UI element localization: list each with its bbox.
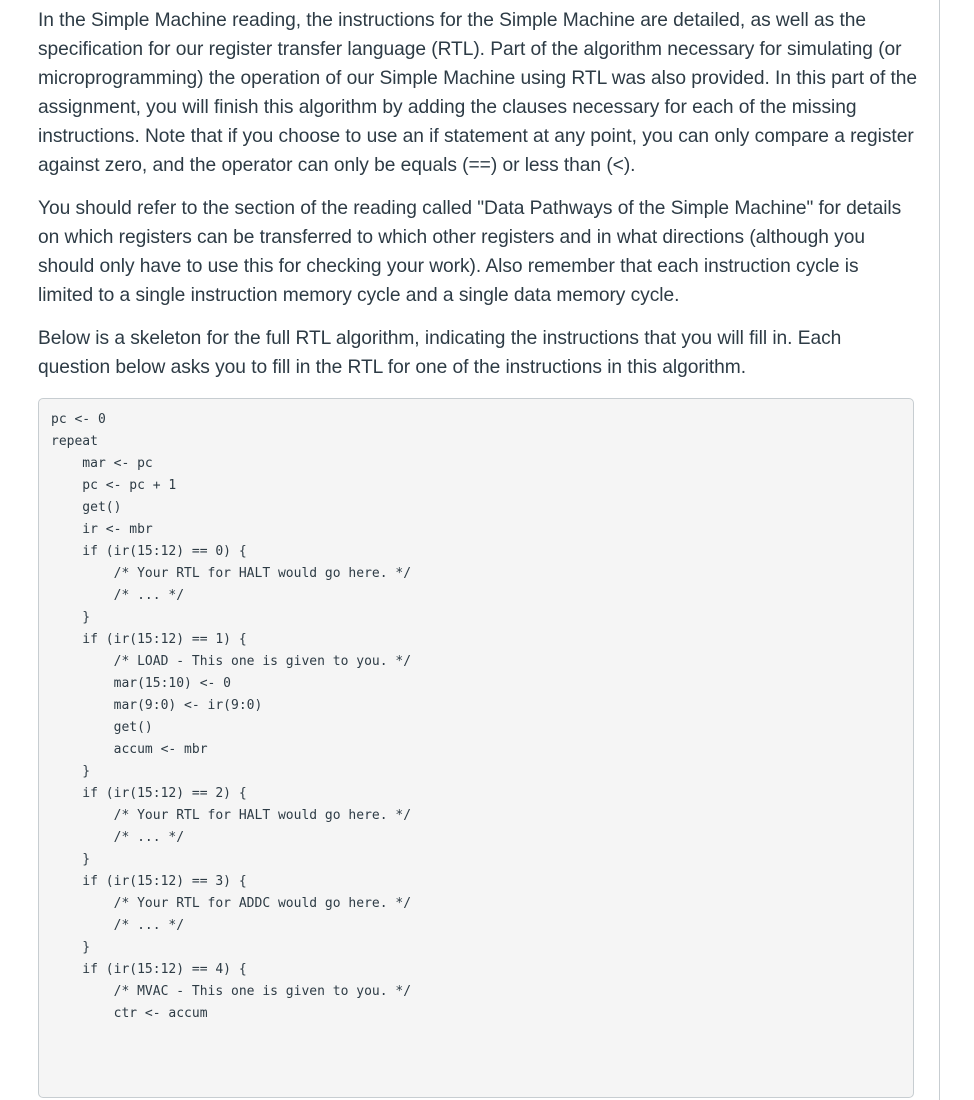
code-line: /* Your RTL for ADDC would go here. */ — [51, 896, 412, 911]
code-line: /* Your RTL for HALT would go here. */ — [51, 566, 412, 581]
code-line: if (ir(15:12) == 2) { — [51, 786, 247, 801]
code-line: /* LOAD - This one is given to you. */ — [51, 654, 412, 669]
code-block — [38, 398, 914, 1098]
code-line: pc <- 0 — [51, 412, 106, 427]
code-line: ctr <- accum — [51, 1006, 208, 1021]
code-line: get() — [51, 720, 153, 735]
code-line: } — [51, 852, 91, 867]
code-line: mar <- pc — [51, 456, 153, 471]
code-line: mar(15:10) <- 0 — [51, 676, 232, 691]
code-line: accum <- mbr — [51, 742, 208, 757]
code-line: } — [51, 764, 91, 779]
code-line: } — [51, 940, 91, 955]
code-line: pc <- pc + 1 — [51, 478, 177, 493]
code-line: get() — [51, 500, 122, 515]
data-pathways-paragraph: You should refer to the section of the reading called "Data Pathways of the Simple Machine" for details on which registers can be transferred to which other registers and in what directions (although you should only have to use this for checking your work). Also remember that each instruction cycle is limited to a single instruction memory cycle and a single data memory cycle. — [38, 198, 902, 306]
code-line: ir <- mbr — [51, 522, 153, 537]
code-line: repeat — [51, 434, 98, 449]
code-line: if (ir(15:12) == 1) { — [51, 632, 247, 647]
rtl-skeleton-code — [39, 399, 913, 1025]
code-line: if (ir(15:12) == 0) { — [51, 544, 247, 559]
assignment-text — [38, 6, 918, 396]
code-line: if (ir(15:12) == 3) { — [51, 874, 247, 889]
code-line: } — [51, 610, 91, 625]
code-line: if (ir(15:12) == 4) { — [51, 962, 247, 977]
intro-paragraph: In the Simple Machine reading, the instructions for the Simple Machine are detailed, as well as the specification for our register transfer language (RTL). Part of the algorithm necessary for simulating (or microprogramming) the operation of our Simple Machine using RTL was also provided. In this part of the assignment, you will finish this algorithm by adding the clauses necessary for each of the missing instructions. Note that if you choose to use an if statement at any point, you can only compare a register against zero, and the operator can only be equals (==) or less than (<). — [38, 10, 918, 176]
code-line: /* MVAC - This one is given to you. */ — [51, 984, 412, 999]
code-line: /* ... */ — [51, 918, 185, 933]
code-line: mar(9:0) <- ir(9:0) — [51, 698, 263, 713]
code-line: /* Your RTL for HALT would go here. */ — [51, 808, 412, 823]
code-line: /* ... */ — [51, 588, 185, 603]
code-line: /* ... */ — [51, 830, 185, 845]
skeleton-paragraph: Below is a skeleton for the full RTL algorithm, indicating the instructions that you will fill in. Each question below asks you to fill in the RTL for one of the instructions in this algorithm. — [38, 328, 842, 378]
